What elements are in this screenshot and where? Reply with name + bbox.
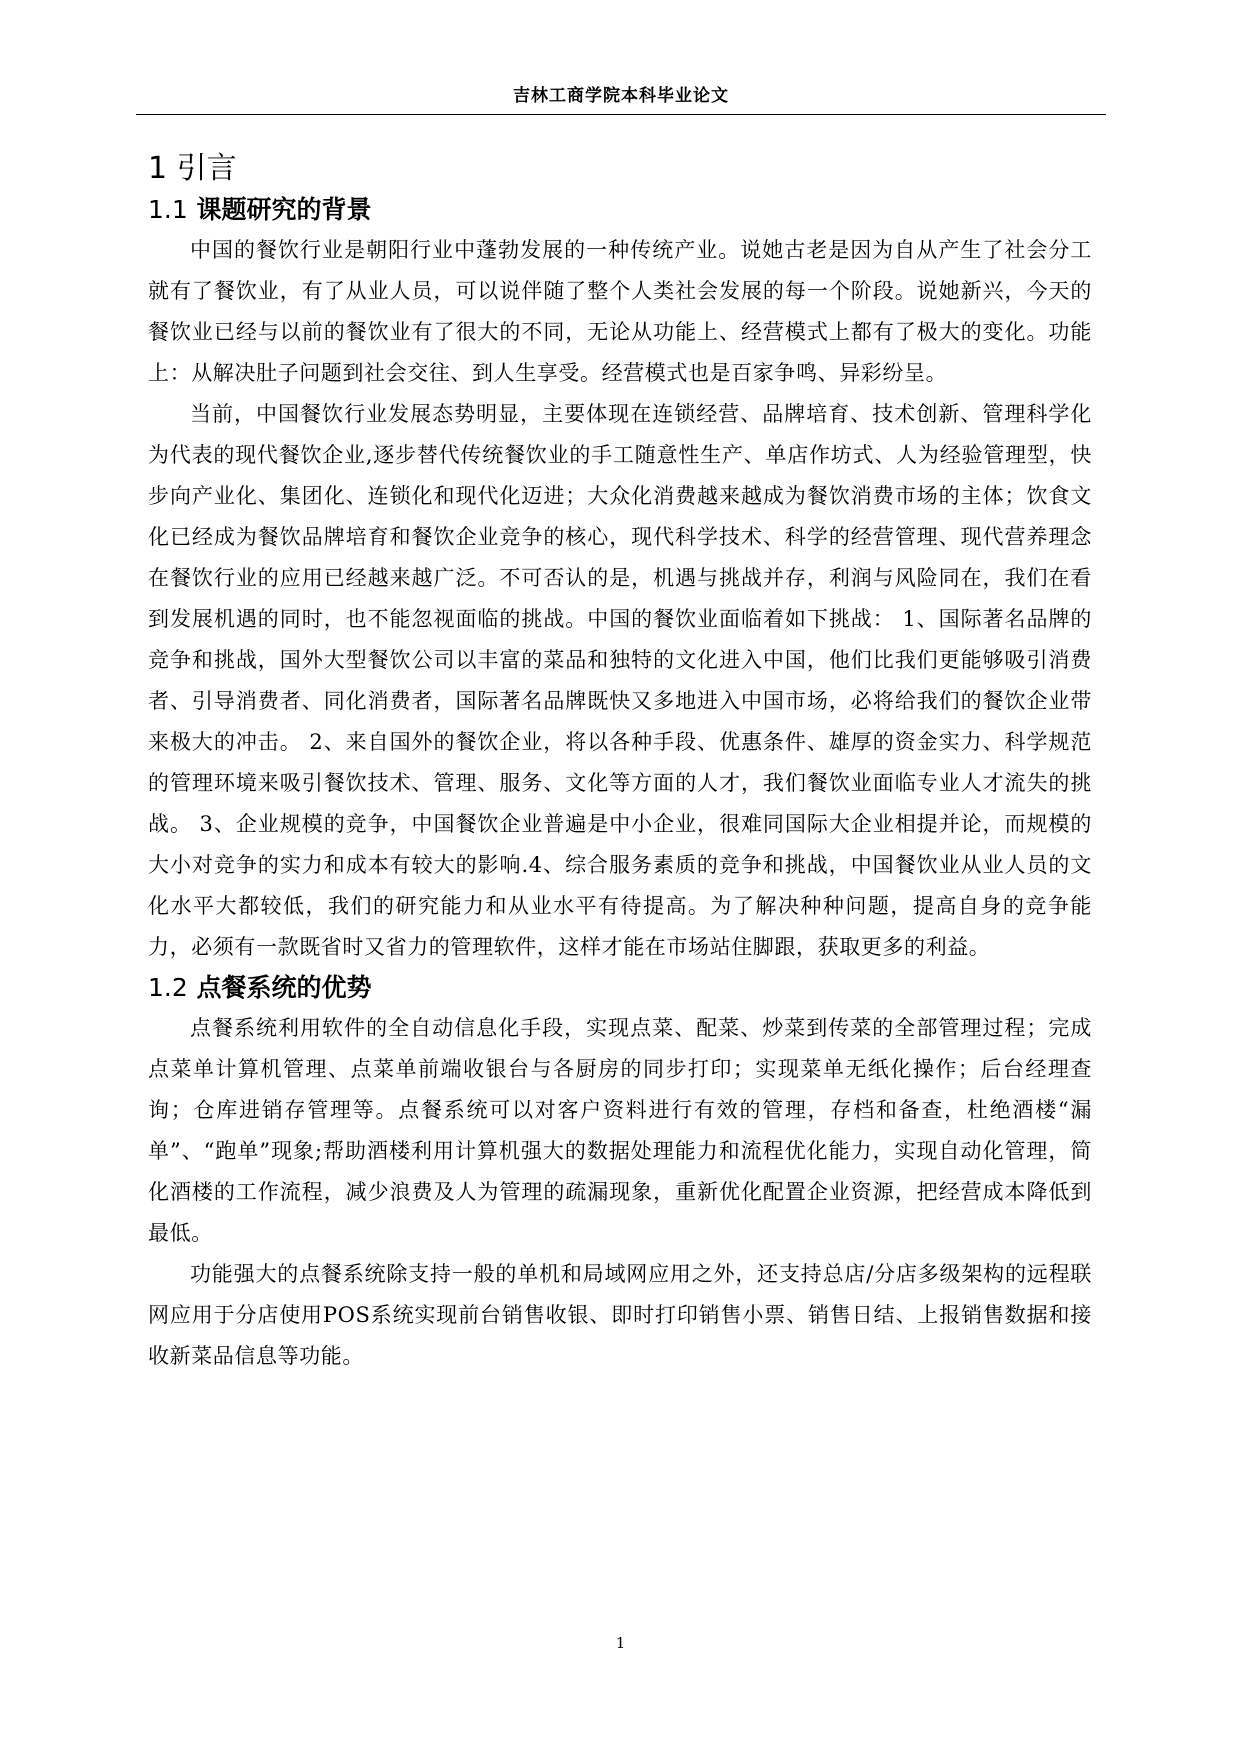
section-heading [148,190,1092,230]
section-number: 1.1 [148,195,188,224]
header-rule [136,114,1106,115]
section-title: 课题研究的背景 [196,195,372,224]
running-header: 吉林工商学院本科毕业论文 [513,86,729,106]
chapter-heading [148,148,1092,190]
chapter-number: 1 [148,151,168,186]
chapter-title: 引言 [176,151,237,186]
page-content [148,148,1092,1377]
section-heading [148,968,1092,1008]
section-number: 1.2 [148,973,188,1002]
section-1-1 [148,190,1092,968]
paragraph: 当前，中国餐饮行业发展态势明显，主要体现在连锁经营、品牌培育、技术创新、管理科学化为代表的现代餐饮企业,逐步替代传统餐饮业的手工随意性生产、单店作坊式、人为经验管理型，快步向产业化、集团化、连锁化和现代化迈进；大众化消费越来越成为餐饮消费市场的主体；饮食文化已经成为餐饮品牌培育和餐饮企业竞争的核心，现代科学技术、科学的经营管理、现代营养理念在餐饮行业的应用已经越来越广泛。不可否认的是，机遇与挑战并存，利润与风险同在，我们在看到发展机遇的同时，也不能忽视面临的挑战。中国的餐饮业面临着如下挑战： 1、国际著名品牌的竞争和挑战，国外大型餐饮公司以丰富的菜品和独特的文化进入中国，他们比我们更能够吸引消费者、引导消费者、同化消费者，国际著名品牌既快又多地进入中国市场，必将给我们的餐饮企业带来极大的冲击。 2、来自国外的餐饮企业，将以各种手段、优惠条件、雄厚的资金实力、科学规范的管理环境来吸引餐饮技术、管理、服务、文化等方面的人才，我们餐饮业面临专业人才流失的挑战。 3、企业规模的竞争，中国餐饮企业普遍是中小企业，很难同国际大企业相提并论，而规模的大小对竞争的实力和成本有较大的影响.4、综合服务素质的竞争和挑战，中国餐饮业从业人员的文化水平大都较低，我们的研究能力和从业水平有待提高。为了解决种种问题，提高自身的竞争能力，必须有一款既省时又省力的管理软件，这样才能在市场站住脚跟，获取更多的利益。 [148,402,1092,959]
section-title: 点餐系统的优势 [196,973,372,1002]
paragraph: 中国的餐饮行业是朝阳行业中蓬勃发展的一种传统产业。说她古老是因为自从产生了社会分工就有了餐饮业，有了从业人员，可以说伴随了整个人类社会发展的每一个阶段。说她新兴，今天的餐饮业已经与以前的餐饮业有了很大的不同，无论从功能上、经营模式上都有了极大的变化。功能上：从解决肚子问题到社会交往、到人生享受。经营模式也是百家争鸣、异彩纷呈。 [148,238,1092,385]
section-1-2 [148,968,1092,1377]
page-number: 1 [615,1634,626,1652]
paragraph: 点餐系统利用软件的全自动信息化手段，实现点菜、配菜、炒菜到传菜的全部管理过程；完成点菜单计算机管理、点菜单前端收银台与各厨房的同步打印；实现菜单无纸化操作；后台经理查询；仓库进销存管理等。点餐系统可以对客户资料进行有效的管理，存档和备查，杜绝酒楼“漏单”、“跑单”现象;帮助酒楼利用计算机强大的数据处理能力和流程优化能力，实现自动化管理，简化酒楼的工作流程，减少浪费及人为管理的疏漏现象，重新优化配置企业资源，把经营成本降低到最低。 [148,1016,1092,1245]
paragraph: 功能强大的点餐系统除支持一般的单机和局域网应用之外，还支持总店/分店多级架构的远程联网应用于分店使用POS系统实现前台销售收银、即时打印销售小票、销售日结、上报销售数据和接收新菜品信息等功能。 [148,1262,1092,1368]
